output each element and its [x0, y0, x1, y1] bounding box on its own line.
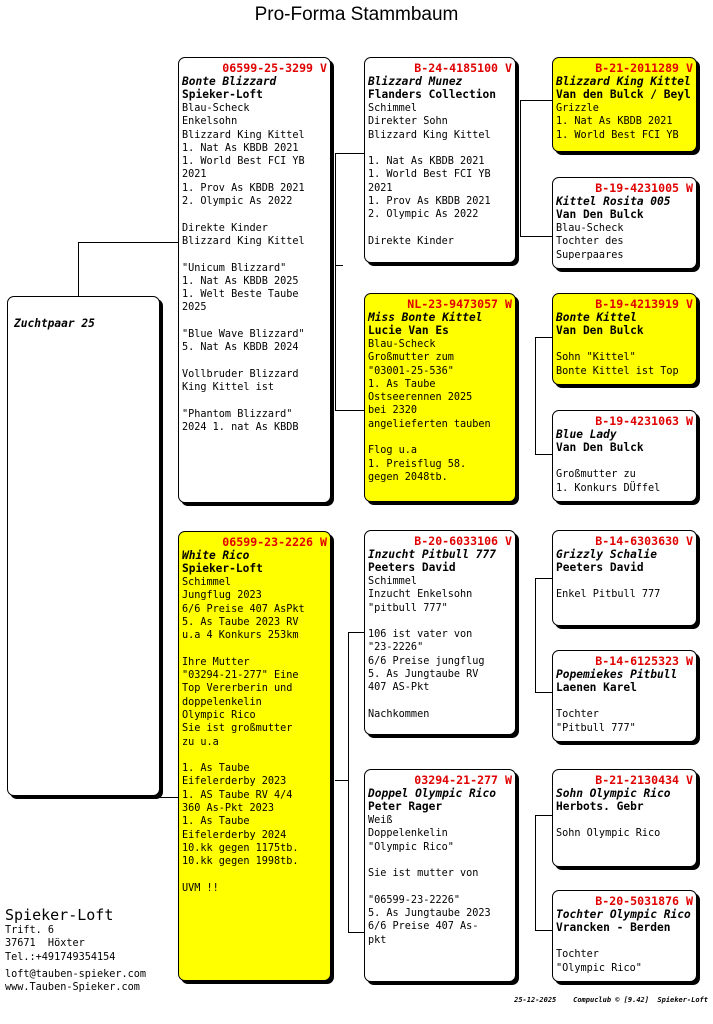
ring-number: B-21-2011289 V — [595, 61, 693, 75]
note-line: 2024 1. nat As KBDB — [182, 422, 299, 434]
note-line: Eifelerderby 2024 — [182, 829, 287, 841]
note-line: "Pitbull 777" — [556, 722, 636, 734]
note-line: Grizzle — [556, 103, 599, 114]
note-line — [182, 355, 327, 368]
ring-number: NL-23-9473057 W — [407, 297, 512, 311]
note-line: 1. Nat As KBDB 2021 — [182, 142, 299, 154]
note-line: 10.kk gegen 1998tb. — [182, 856, 299, 868]
note-line: Blau-Scheck — [556, 223, 624, 234]
note-line: Sie ist mutter von — [368, 868, 479, 880]
connector-line — [78, 242, 79, 297]
note-line — [182, 395, 327, 408]
note-line: Eifelerderby 2023 — [182, 776, 287, 788]
breeder-name: Spieker-Loft — [182, 88, 263, 101]
ring-number: B-14-6303630 V — [595, 534, 693, 548]
breeder-name: Vrancken - Berden — [556, 921, 671, 934]
note-line — [556, 575, 693, 588]
pigeon-notes — [556, 935, 693, 975]
note-line: Bonte Kittel ist Top — [556, 365, 679, 377]
note-line: Ihre Mutter — [182, 656, 250, 668]
note-line: Olympic Rico — [182, 709, 256, 721]
pigeon-name: Doppel Olympic Rico — [368, 787, 496, 800]
note-line: Sie ist großmutter — [182, 723, 293, 735]
pigeon-name: Sohn Olympic Rico — [556, 787, 671, 800]
note-line: 6/6 Preise 407 AsPkt — [182, 603, 305, 615]
connector-line — [535, 578, 552, 579]
note-line: Top Vererberin und — [182, 683, 293, 695]
pigeon-name: Inzucht Pitbull 777 — [368, 548, 496, 561]
note-line: Sohn "Kittel" — [556, 352, 636, 364]
note-line — [368, 222, 512, 235]
note-line — [368, 615, 512, 628]
note-line — [368, 431, 512, 444]
connector-line — [535, 815, 536, 930]
note-line: Direkte Kinder — [182, 222, 268, 234]
pigeon-name: Blue Lady — [556, 428, 617, 441]
note-line: 2. Olympic As 2022 — [182, 196, 293, 208]
note-line: Blizzard King Kittel — [182, 129, 305, 141]
note-line: 2021 — [182, 169, 207, 181]
note-line: Jungflug 2023 — [182, 590, 262, 602]
note-line: Schimmel — [182, 577, 232, 588]
pigeon-notes — [556, 455, 693, 495]
connector-line — [535, 454, 552, 455]
address-line: Trift. 6 — [5, 925, 55, 936]
breeder-name: Herbots. Gebr — [556, 800, 644, 813]
breeder-name: Van Den Bulck — [556, 441, 644, 454]
pigeon-notes — [182, 576, 327, 895]
note-line: Superpaares — [556, 249, 624, 261]
note-line: 1. World Best FCI YB — [368, 169, 491, 181]
connector-line — [335, 780, 349, 781]
pigeon-name: Grizzly Schalie — [556, 548, 658, 561]
note-line: Enkel Pitbull 777 — [556, 589, 661, 601]
note-line: Vollbruder Blizzard — [182, 368, 299, 380]
note-line: 1. Nat As KBDB 2025 — [182, 275, 299, 287]
connector-line — [535, 930, 552, 931]
pigeon-notes — [368, 575, 512, 721]
pigeon-notes — [182, 102, 327, 434]
ring-number: 06599-25-3299 V — [222, 61, 327, 75]
pedigree-card-sire-sire — [364, 57, 516, 263]
breeder-name: Lucie Van Es — [368, 324, 449, 337]
note-line: Enkelsohn — [182, 116, 238, 128]
note-line: 1. As Taube — [182, 763, 250, 775]
note-line: "Phantom Blizzard" — [182, 408, 293, 420]
note-line — [556, 814, 693, 827]
connector-line — [348, 632, 364, 633]
pigeon-name: Kittel Rosita 005 — [556, 195, 671, 208]
note-line: "Unicum Blizzard" — [182, 262, 287, 274]
connector-line — [520, 100, 521, 236]
ring-number: B-19-4231005 W — [595, 181, 693, 195]
breeder-name: Spieker-Loft — [182, 562, 263, 575]
note-line: 6/6 Preise 407 As- — [368, 921, 479, 933]
ring-number: 06599-23-2226 W — [222, 535, 327, 549]
ring-number: B-19-4231063 W — [595, 414, 693, 428]
note-line — [368, 880, 512, 893]
connector-line — [535, 815, 552, 816]
pedigree-card-sire-dam — [364, 293, 516, 502]
pedigree-card-sire-sire-dam — [552, 177, 697, 269]
note-line: 1. AS Taube RV 4/4 — [182, 789, 293, 801]
pigeon-notes — [556, 695, 693, 735]
software-credit: 25-12-2025 Compuclub © [9.42] Spieker-Loft — [514, 996, 708, 1004]
note-line: 5. As Jungtaube 2023 — [368, 908, 491, 920]
note-line: Weiß — [368, 815, 393, 826]
note-line — [182, 642, 327, 655]
note-line: 2021 — [368, 182, 393, 194]
note-line: 1. World Best FCI YB — [556, 129, 679, 141]
note-line: Doppelenkelin — [368, 828, 448, 840]
note-line: 407 AS-Pkt — [368, 682, 430, 694]
address-line: Tel.:+491749354154 — [5, 951, 116, 963]
pigeon-notes — [556, 222, 693, 262]
note-line: Sohn Olympic Rico — [556, 828, 661, 840]
pigeon-name: Tochter Olympic Rico — [556, 908, 691, 921]
pigeon-name: Blizzard King Kittel — [556, 75, 691, 88]
note-line: Tochter — [556, 709, 599, 721]
note-line — [556, 338, 693, 351]
note-line: 1. Welt Beste Taube — [182, 289, 299, 301]
note-line: u.a 4 Konkurs 253km — [182, 630, 299, 642]
pigeon-name: Bonte Kittel — [556, 311, 637, 324]
pigeon-notes — [556, 338, 693, 378]
note-line: 1. Nat As KBDB 2021 — [556, 116, 673, 128]
note-line: Großmutter zum — [368, 352, 454, 364]
address-line: 37671 Höxter — [5, 938, 85, 950]
note-line: pkt — [368, 934, 387, 946]
ring-number: B-20-5031876 W — [595, 894, 693, 908]
breeder-name: Laenen Karel — [556, 681, 637, 694]
pigeon-notes — [556, 102, 693, 142]
pigeon-notes — [368, 102, 512, 248]
breeder-name: Van Den Bulck — [556, 324, 644, 337]
note-line — [368, 695, 512, 708]
pigeon-name: Popemiekes Pitbull — [556, 668, 678, 681]
note-line: 1. Preisflug 58. — [368, 458, 467, 470]
connector-line — [348, 632, 349, 932]
note-line — [368, 142, 512, 155]
breeder-footer — [5, 906, 146, 994]
note-line: 1. As Taube — [182, 816, 250, 828]
connector-line — [535, 337, 536, 454]
note-line: Tochter des — [556, 236, 624, 248]
note-line: King Kittel ist — [182, 382, 275, 394]
note-line: 10.kk gegen 1175tb. — [182, 842, 299, 854]
note-line — [182, 248, 327, 261]
breeder-name: Van den Bulck / Beyl — [556, 88, 691, 101]
ring-number: B-14-6125323 W — [595, 654, 693, 668]
note-line: 1. Prov As KBDB 2021 — [182, 182, 305, 194]
breeding-pair-label: Zuchtpaar 25 — [14, 317, 95, 330]
note-line: Flog u.a — [368, 445, 418, 457]
note-line: Schimmel — [368, 103, 418, 114]
note-line: Schimmel — [368, 576, 418, 587]
pedigree-card-sire-dam-sire — [552, 293, 697, 385]
pedigree-card-sire — [178, 57, 331, 503]
note-line: bei 2320 — [368, 405, 418, 417]
note-line: UVM !! — [182, 882, 219, 894]
note-line: "Blue Wave Blizzard" — [182, 329, 305, 341]
pedigree-card-dam-dam-sire — [552, 769, 697, 867]
ring-number: B-20-6033106 V — [414, 534, 512, 548]
note-line: "06599-23-2226" — [368, 894, 461, 906]
pedigree-card-sire-sire-sire — [552, 57, 697, 152]
ring-number: B-19-4213919 V — [595, 297, 693, 311]
note-line: 2. Olympic As 2022 — [368, 209, 479, 221]
pigeon-name: Blizzard Munez — [368, 75, 463, 88]
pedigree-card-dam-sire — [364, 530, 516, 735]
connector-line — [348, 932, 364, 933]
note-line: "Olympic Rico" — [368, 841, 454, 853]
note-line — [556, 935, 693, 948]
note-line: Tochter — [556, 949, 599, 961]
note-line: "Olympic Rico" — [556, 962, 642, 974]
pigeon-notes — [368, 814, 512, 947]
pigeon-name: Miss Bonte Kittel — [368, 311, 483, 324]
note-line — [182, 208, 327, 221]
note-line: Blau-Scheck — [182, 103, 250, 114]
connector-line — [535, 692, 552, 693]
note-line: "03294-21-277" Eine — [182, 670, 299, 682]
breeding-pair-box — [7, 296, 160, 796]
note-line: "23-2226" — [368, 642, 424, 654]
note-line: Inzucht Enkelsohn — [368, 589, 473, 601]
connector-line — [335, 410, 364, 411]
note-line: Direkter Sohn — [368, 116, 448, 128]
note-line: 1. As Taube — [368, 378, 436, 390]
pedigree-card-dam — [178, 531, 331, 981]
pedigree-card-dam-dam-dam — [552, 890, 697, 982]
pedigree-card-dam-dam — [364, 769, 516, 982]
note-line: Ostseerennen 2025 — [368, 392, 473, 404]
note-line: Blau-Scheck — [368, 339, 436, 350]
note-line: 6/6 Preise jungflug — [368, 655, 485, 667]
pedigree-card-dam-sire-dam — [552, 650, 697, 742]
note-line — [556, 455, 693, 468]
connector-line — [335, 153, 364, 154]
note-line: 1. Nat As KBDB 2021 — [368, 156, 485, 168]
note-line — [182, 749, 327, 762]
connector-line — [78, 797, 179, 798]
note-line: 1. Prov As KBDB 2021 — [368, 196, 491, 208]
note-line: 2025 — [182, 302, 207, 314]
note-line — [368, 854, 512, 867]
note-line: gegen 2048tb. — [368, 471, 448, 483]
pigeon-notes — [556, 814, 693, 841]
note-line — [182, 315, 327, 328]
pigeon-notes — [368, 338, 512, 484]
note-line — [556, 695, 693, 708]
pedigree-card-sire-dam-dam — [552, 410, 697, 502]
breeder-name: Peeters David — [556, 561, 644, 574]
connector-line — [535, 337, 552, 338]
note-line: 360 As-Pkt 2023 — [182, 803, 275, 815]
note-line: 5. As Jungtaube RV — [368, 669, 479, 681]
note-line: Nachkommen — [368, 708, 430, 720]
breeder-name: Van Den Bulck — [556, 208, 644, 221]
connector-line — [535, 578, 536, 692]
connector-line — [520, 100, 552, 101]
ring-number: 03294-21-277 W — [414, 773, 512, 787]
note-line: Direkte Kinder — [368, 235, 454, 247]
connector-line — [78, 242, 179, 243]
ring-number: B-24-4185100 V — [414, 61, 512, 75]
note-line: 1. World Best FCI YB — [182, 156, 305, 168]
website-link[interactable]: www.Tauben-Spieker.com — [5, 982, 140, 994]
pigeon-notes — [556, 575, 693, 602]
breeder-name: Flanders Collection — [368, 88, 496, 101]
note-line — [182, 869, 327, 882]
note-line: "03001-25-536" — [368, 365, 454, 377]
connector-line — [335, 265, 343, 266]
note-line: 106 ist vater von — [368, 629, 473, 641]
note-line: Blizzard King Kittel — [182, 235, 305, 247]
note-line: 5. Nat As KBDB 2024 — [182, 342, 299, 354]
loft-name: Spieker-Loft — [5, 906, 114, 924]
connector-line — [520, 236, 552, 237]
note-line: 5. As Taube 2023 RV — [182, 616, 299, 628]
note-line: Großmutter zu — [556, 469, 636, 481]
pigeon-name: Bonte Blizzard — [182, 75, 277, 88]
connector-line — [335, 153, 336, 410]
breeder-name: Peeters David — [368, 561, 456, 574]
ring-number: B-21-2130434 V — [595, 773, 693, 787]
page-title: Pro-Forma Stammbaum — [254, 4, 459, 25]
note-line: doppelenkelin — [182, 696, 262, 708]
email-link[interactable]: loft@tauben-spieker.com — [5, 968, 147, 980]
pigeon-name: White Rico — [182, 549, 250, 562]
note-line: zu u.a — [182, 736, 219, 748]
note-line: angelieferten tauben — [368, 418, 491, 430]
breeder-name: Peter Rager — [368, 800, 443, 813]
note-line: 1. Konkurs DÜffel — [556, 482, 661, 494]
pedigree-card-dam-sire-sire — [552, 530, 697, 626]
note-line: Blizzard King Kittel — [368, 129, 491, 141]
note-line: "pitbull 777" — [368, 602, 448, 614]
